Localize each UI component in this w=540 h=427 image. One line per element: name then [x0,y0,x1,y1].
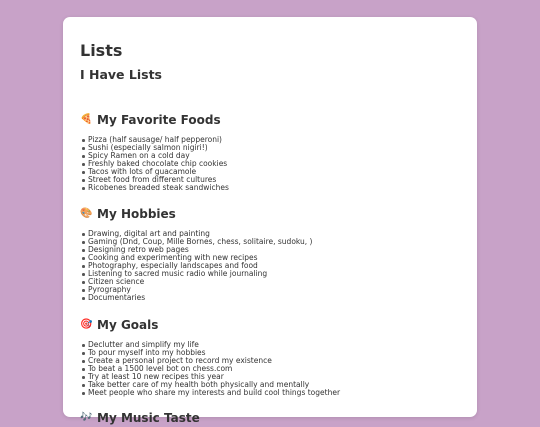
page-title: Lists [80,41,123,60]
section-heading-label: My Hobbies [97,207,176,221]
list-item: Sushi (especially salmon nigiri!) [88,144,460,152]
list-item: Photography, especially landscapes and food [88,262,460,270]
list-item: Designing retro web pages [88,246,460,254]
food-list [80,136,460,192]
section-heading [80,316,460,334]
list-item: Citizen science [88,278,460,286]
section-heading-label: My Goals [97,318,159,332]
section-heading [80,409,460,427]
list-item: Cooking and experimenting with new recipes [88,254,460,262]
section-hobbies [80,205,460,302]
section-favorite-foods [80,111,460,192]
section-music-taste [80,409,460,427]
music-notes-icon: 🎶 [80,412,93,423]
list-item: Take better care of my health both physically and mentally [88,381,460,389]
palette-icon: 🎨 [80,208,93,219]
page-subtitle: I Have Lists [80,67,162,82]
list-item: Pizza (half sausage/ half pepperoni) [88,136,460,144]
section-heading [80,205,460,223]
list-item: To beat a 1500 level bot on chess.com [88,365,460,373]
goal-list [80,341,460,397]
section-heading-label: My Favorite Foods [97,113,221,127]
list-item: Create a personal project to record my existence [88,357,460,365]
content-card [63,17,477,425]
list-item: Street food from different cultures [88,176,460,184]
list-item: To pour myself into my hobbies [88,349,460,357]
hobby-list [80,230,460,302]
list-item: Meet people who share my interests and build cool things together [88,389,460,397]
target-icon: 🎯 [80,319,93,330]
list-item: Drawing, digital art and painting [88,230,460,238]
list-item: Try at least 10 new recipes this year [88,373,460,381]
list-item: Freshly baked chocolate chip cookies [88,160,460,168]
list-item: Tacos with lots of guacamole [88,168,460,176]
list-item: Listening to sacred music radio while journaling [88,270,460,278]
list-item: Ricobenes breaded steak sandwiches [88,184,460,192]
section-heading-label: My Music Taste [97,411,200,425]
section-heading [80,111,460,129]
pizza-icon: 🍕 [80,114,93,125]
list-item: Gaming (Dnd, Coup, Mille Bornes, chess, solitaire, sudoku, ) [88,238,460,246]
list-item: Documentaries [88,294,460,302]
list-item: Pyrography [88,286,460,294]
section-goals [80,316,460,397]
list-item: Spicy Ramen on a cold day [88,152,460,160]
list-item: Declutter and simplify my life [88,341,460,349]
